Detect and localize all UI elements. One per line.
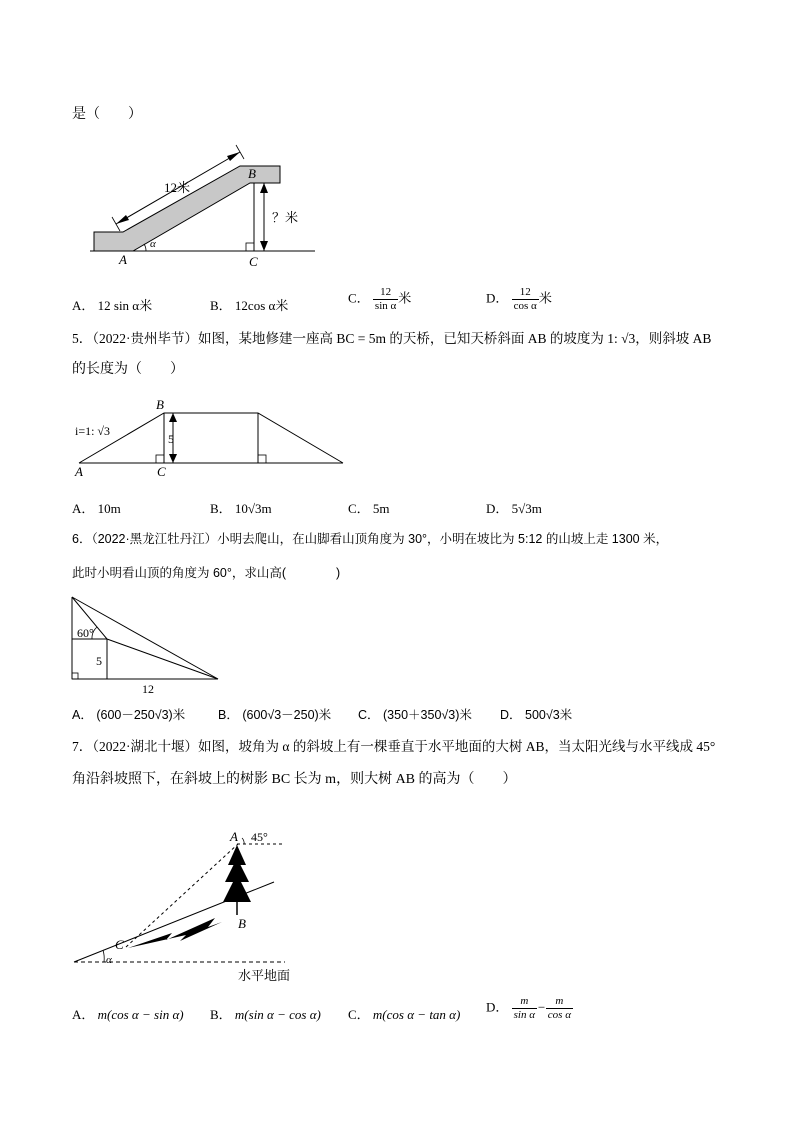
- label-alpha: α: [106, 954, 112, 966]
- figure-q7-tree: [70, 820, 310, 990]
- q6-option-a[interactable]: A． (600－250√3)米: [72, 708, 186, 722]
- q6-option-b[interactable]: B． (600√3－250)米: [218, 708, 332, 722]
- label-height: ？米: [272, 210, 299, 225]
- q7-stem-line2: 角沿斜坡照下，在斜坡上的树影 BC 长为 m，则大树 AB 的高为（ ）: [72, 772, 517, 787]
- q5-option-d[interactable]: D． 5√3m: [486, 501, 542, 516]
- q7-option-a[interactable]: A． m(cos α − sin α): [72, 1007, 184, 1022]
- q4-option-d[interactable]: D． $\frac{12}{\text{cos α}}$ 米: [486, 286, 552, 312]
- q5-option-a[interactable]: A． 10m: [72, 501, 121, 516]
- q4-option-c[interactable]: C． $\frac{12}{\text{sin α}}$ 米: [348, 286, 412, 312]
- label-45: 45°: [251, 830, 268, 844]
- label-A: A: [75, 464, 83, 479]
- label-C: C: [157, 464, 166, 479]
- label-12m: 12米: [164, 180, 191, 195]
- q4-option-b[interactable]: B． 12cos α米: [210, 298, 289, 313]
- q5-option-c[interactable]: C． 5m: [348, 501, 390, 516]
- label-C: C: [115, 937, 124, 952]
- figure-q4-escalator: [80, 140, 340, 270]
- q5-stem-line1: 5．（2022·贵州毕节）如图，某地修建一座高 BC = 5m 的天桥，已知天桥斜面 AB 的坡度为 1: √3，则斜坡 AB: [72, 331, 712, 346]
- q6-option-c[interactable]: C． (350＋350√3)米: [358, 708, 472, 722]
- q7-stem-line1: 7．（2022·湖北十堰）如图，坡角为 α 的斜坡上有一棵垂直于水平地面的大树 AB，当太阳光线与水平线成 45°: [72, 739, 716, 754]
- q5-stem-line2: 的长度为（ ）: [72, 362, 184, 377]
- q6-option-d[interactable]: D． 500√3米: [500, 708, 573, 722]
- q6-stem-line1: 6．（2022·黑龙江牡丹江）小明去爬山，在山脚看山顶角度为 30°，小明在坡比为 5:12 的山坡上走 1300 米，: [72, 532, 669, 546]
- label-alpha: α: [150, 238, 156, 250]
- figure-q5-bridge: [70, 395, 360, 485]
- q7-option-b[interactable]: B． m(sin α − cos α): [210, 1007, 321, 1022]
- q7-option-c[interactable]: C． m(cos α − tan α): [348, 1007, 461, 1022]
- label-slope: i=1: √3: [75, 424, 111, 438]
- q7-option-d[interactable]: D． $\frac{m}{\text{sin α}}$ − $\frac{m}{\text{cos α}}$: [486, 995, 571, 1021]
- q5-option-b[interactable]: B． 10√3m: [210, 501, 272, 516]
- q4-option-a[interactable]: A． 12 sin α米: [72, 298, 153, 313]
- label-12: 12: [142, 682, 154, 696]
- label-A: A: [230, 829, 238, 844]
- label-B: B: [156, 397, 164, 412]
- figure-q6-mountain: [68, 594, 223, 694]
- q6-stem-line2: 此时小明看山顶的角度为 60°，求山高( ): [72, 566, 341, 580]
- label-B: B: [238, 916, 246, 931]
- label-ground: 水平地面: [238, 968, 291, 983]
- label-5: 5: [168, 432, 174, 446]
- label-B: B: [248, 166, 256, 181]
- label-5: 5: [96, 654, 102, 668]
- label-C: C: [249, 254, 258, 269]
- label-A: A: [119, 252, 127, 267]
- label-60: 60°: [77, 626, 94, 640]
- question-stem-end: 是（ ）: [72, 107, 142, 122]
